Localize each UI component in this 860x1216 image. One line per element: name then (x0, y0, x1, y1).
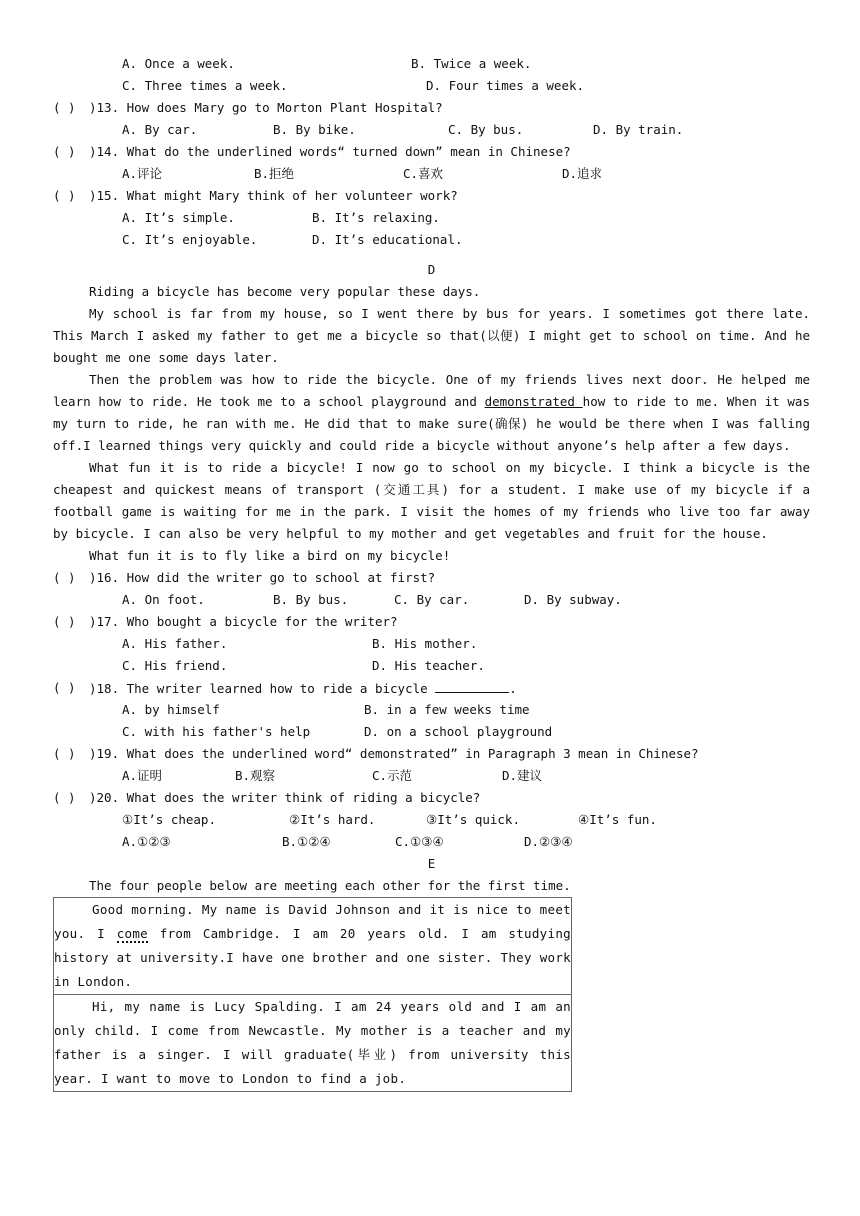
q13-options (53, 119, 810, 141)
q16-option-c: C. By car. (394, 592, 470, 607)
q17-options-row-2 (53, 655, 810, 677)
q19-answer-blank[interactable]: ( ) (53, 746, 76, 761)
q20-option-a: A.①②③ (122, 834, 171, 849)
q19-option-c: C.示范 (372, 768, 413, 783)
section-e-intro: The four people below are meeting each other for the first time. (89, 878, 571, 893)
q15-option-d: D. It’s educational. (312, 232, 463, 247)
q13-option-d: D. By train. (593, 122, 684, 137)
q19-options (53, 765, 810, 787)
profile-box-david (54, 898, 571, 994)
q19-option-b: B.观察 (235, 768, 276, 783)
q17-option-d: D. His teacher. (372, 658, 485, 673)
q19-option-d: D.建议 (502, 768, 543, 783)
q20-statements (53, 809, 810, 831)
q17-options-row-1 (53, 633, 810, 655)
q12-options-row-2 (53, 75, 810, 97)
q17-question: )17. Who bought a bicycle for the writer? (89, 614, 398, 629)
q20-answer-blank[interactable]: ( ) (53, 790, 76, 805)
q16-answer-blank[interactable]: ( ) (53, 570, 76, 585)
q16-option-b: B. By bus. (273, 592, 349, 607)
q18-option-b: B. in a few weeks time (364, 702, 530, 717)
q16-option-d: D. By subway. (524, 592, 622, 607)
q18-fill-blank[interactable] (435, 677, 509, 693)
q13-option-b: B. By bike. (273, 122, 356, 137)
q14-option-c: C.喜欢 (403, 166, 444, 181)
section-d-paragraph-1: Riding a bicycle has become very popular these days. (89, 284, 481, 299)
q20-statement-4: ④It’s fun. (578, 812, 657, 827)
q15-options-row-1 (53, 207, 810, 229)
q18-options-row-2 (53, 721, 810, 743)
section-d-paragraph-3 (53, 369, 810, 457)
q15-options-row-2 (53, 229, 810, 251)
q14-stem (53, 141, 810, 163)
q15-answer-blank[interactable]: ( ) (53, 188, 76, 203)
q20-option-b: B.①②④ (282, 834, 331, 849)
section-d-heading: D (427, 262, 436, 277)
q18-option-c: C. with his father's help (122, 724, 311, 739)
q14-options (53, 163, 810, 185)
dotted-word-come: come (116, 926, 148, 941)
q14-question: )14. What do the underlined words“ turned down” mean in Chinese? (89, 144, 571, 159)
profile-david-part-2: from Cambridge. I am 20 years old. I am studying history at university.I have one brother and one sister. They work in London. (54, 926, 571, 989)
q18-question-end: . (509, 681, 517, 696)
q15-option-a: A. It’s simple. (122, 210, 235, 225)
profile-box-lucy (54, 994, 571, 1091)
q12-options-row-1 (53, 53, 810, 75)
q14-option-b: B.拒绝 (254, 166, 295, 181)
q18-stem (53, 677, 810, 699)
profile-david-part-1: Good morning. My name is David Johnson and it is nice to meet you. I (54, 902, 571, 941)
q15-option-c: C. It’s enjoyable. (122, 232, 258, 247)
q15-question: )15. What might Mary think of her volunteer work? (89, 188, 458, 203)
q17-answer-blank[interactable]: ( ) (53, 614, 76, 629)
section-d-paragraph-2: My school is far from my house, so I went there by bus for years. I sometimes got there late. This March I asked my father to get me a bicycle so that(以便) I might get to school on time. And he bought me one some days later. (53, 306, 810, 365)
q12-option-c: C. Three times a week. (122, 78, 288, 93)
q17-option-b: B. His mother. (372, 636, 478, 651)
q15-stem (53, 185, 810, 207)
q18-option-d: D. on a school playground (364, 724, 553, 739)
q19-option-a: A.证明 (122, 768, 163, 783)
q20-option-d: D.②③④ (524, 834, 573, 849)
q17-option-c: C. His friend. (122, 658, 228, 673)
q18-answer-blank[interactable]: ( ) (53, 680, 76, 695)
q18-question (89, 677, 517, 700)
q16-stem (53, 567, 810, 589)
q20-option-c: C.①③④ (395, 834, 444, 849)
profile-text-david (54, 898, 571, 994)
q20-statement-1: ①It’s cheap. (122, 812, 216, 827)
worksheet-page (53, 53, 810, 1092)
underlined-word-demonstrated: demonstrated (484, 394, 583, 409)
q15-option-b: B. It’s relaxing. (312, 210, 440, 225)
q12-option-a: A. Once a week. (122, 56, 235, 71)
profile-boxes (53, 897, 572, 1092)
q20-options (53, 831, 810, 853)
profile-text-lucy: Hi, my name is Lucy Spalding. I am 24 years old and I am an only child. I come from Newcastle. My mother is a teacher and my father is a singer. I will graduate(毕业) from university this year. I want to move to London to find a job. (54, 999, 571, 1086)
q13-stem (53, 97, 810, 119)
q20-statement-2: ②It’s hard. (289, 812, 376, 827)
q14-option-a: A.评论 (122, 166, 163, 181)
q13-question: )13. How does Mary go to Morton Plant Hospital? (89, 100, 443, 115)
q19-stem (53, 743, 810, 765)
q18-options-row-1 (53, 699, 810, 721)
q18-option-a: A. by himself (122, 702, 220, 717)
q13-option-c: C. By bus. (448, 122, 524, 137)
q13-option-a: A. By car. (122, 122, 198, 137)
q18-question-text: )18. The writer learned how to ride a bicycle (89, 681, 436, 696)
q20-stem (53, 787, 810, 809)
paragraph-3-part-1: Then the problem was how to ride the bicycle. One of my friends lives next door. He helped me learn how to ride. He took me to a school playground and (53, 372, 810, 409)
q13-answer-blank[interactable]: ( ) (53, 100, 76, 115)
q17-stem (53, 611, 810, 633)
q17-option-a: A. His father. (122, 636, 228, 651)
q16-options (53, 589, 810, 611)
q16-option-a: A. On foot. (122, 592, 205, 607)
section-d-paragraph-4: What fun it is to ride a bicycle! I now go to school on my bicycle. I think a bicycle is the cheapest and quickest means of transport (交通工具) for a student. I make use of my bicycle if a football game is waiting for me in the park. I visit the homes of my friends who live too far away by bicycle. I can also be very helpful to my mother and get vegetables and fruit for the house. (53, 460, 810, 541)
paragraph-3-part-2: how to ride to me. When it was my turn to ride, he ran with me. He did that to make sure(确保) he would be there when I was falling off.I learned things very quickly and could ride a bicycle without anyone’s help after a few days. (53, 394, 810, 453)
q19-question: )19. What does the underlined word“ demonstrated” in Paragraph 3 mean in Chinese? (89, 746, 699, 761)
q12-option-d: D. Four times a week. (426, 78, 585, 93)
q12-option-b: B. Twice a week. (411, 56, 532, 71)
q14-answer-blank[interactable]: ( ) (53, 144, 76, 159)
q20-statement-3: ③It’s quick. (426, 812, 520, 827)
q14-option-d: D.追求 (562, 166, 603, 181)
q20-question: )20. What does the writer think of riding a bicycle? (89, 790, 481, 805)
section-e-heading: E (427, 856, 436, 871)
q16-question: )16. How did the writer go to school at first? (89, 570, 436, 585)
section-d-paragraph-5: What fun it is to fly like a bird on my bicycle! (89, 548, 451, 563)
